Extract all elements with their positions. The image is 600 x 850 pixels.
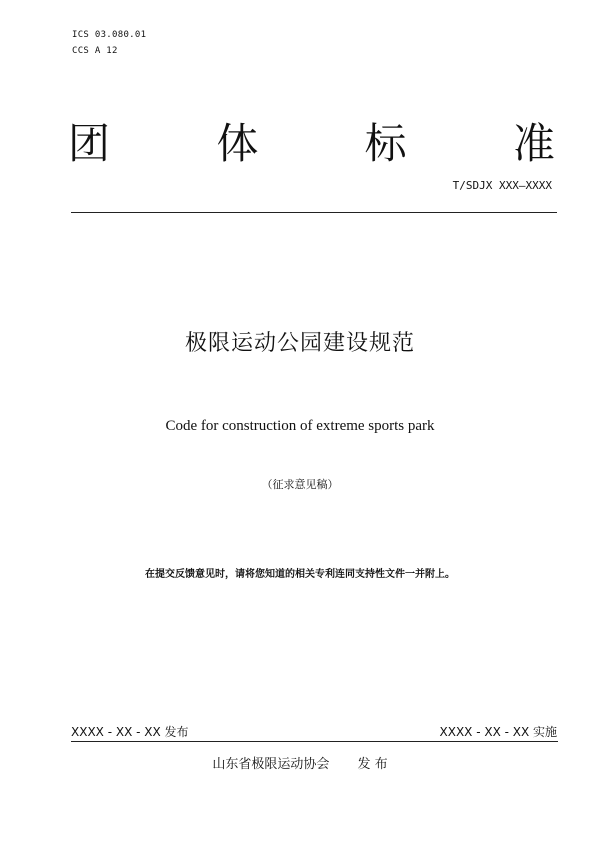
document-type-title xyxy=(68,118,555,170)
top-divider xyxy=(71,212,557,213)
publisher-line xyxy=(0,756,600,774)
title-char: 团 xyxy=(68,119,111,168)
patent-notice: 在提交反馈意见时，请将您知道的相关专利连同支持性文件一并附上。 xyxy=(145,569,455,580)
title-char: 准 xyxy=(512,119,555,168)
chinese-title: 极限运动公园建设规范 xyxy=(184,331,415,356)
ccs-code: CCS A 12 xyxy=(72,46,118,56)
publish-date: XXXX - XX - XX 发布 xyxy=(71,725,189,739)
ics-code: ICS 03.080.01 xyxy=(72,30,147,40)
draft-label: （征求意见稿） xyxy=(261,478,339,491)
standard-number: T/SDJX XXX—XXXX xyxy=(452,179,552,192)
publisher-name: 山东省极限运动协会 xyxy=(212,757,330,772)
bottom-divider xyxy=(71,741,558,742)
title-char: 体 xyxy=(216,119,259,168)
title-char: 标 xyxy=(364,119,407,168)
publisher-action: 发 布 xyxy=(357,757,388,772)
implement-date: XXXX - XX - XX 实施 xyxy=(439,725,557,739)
english-title: Code for construction of extreme sports park xyxy=(165,418,435,434)
